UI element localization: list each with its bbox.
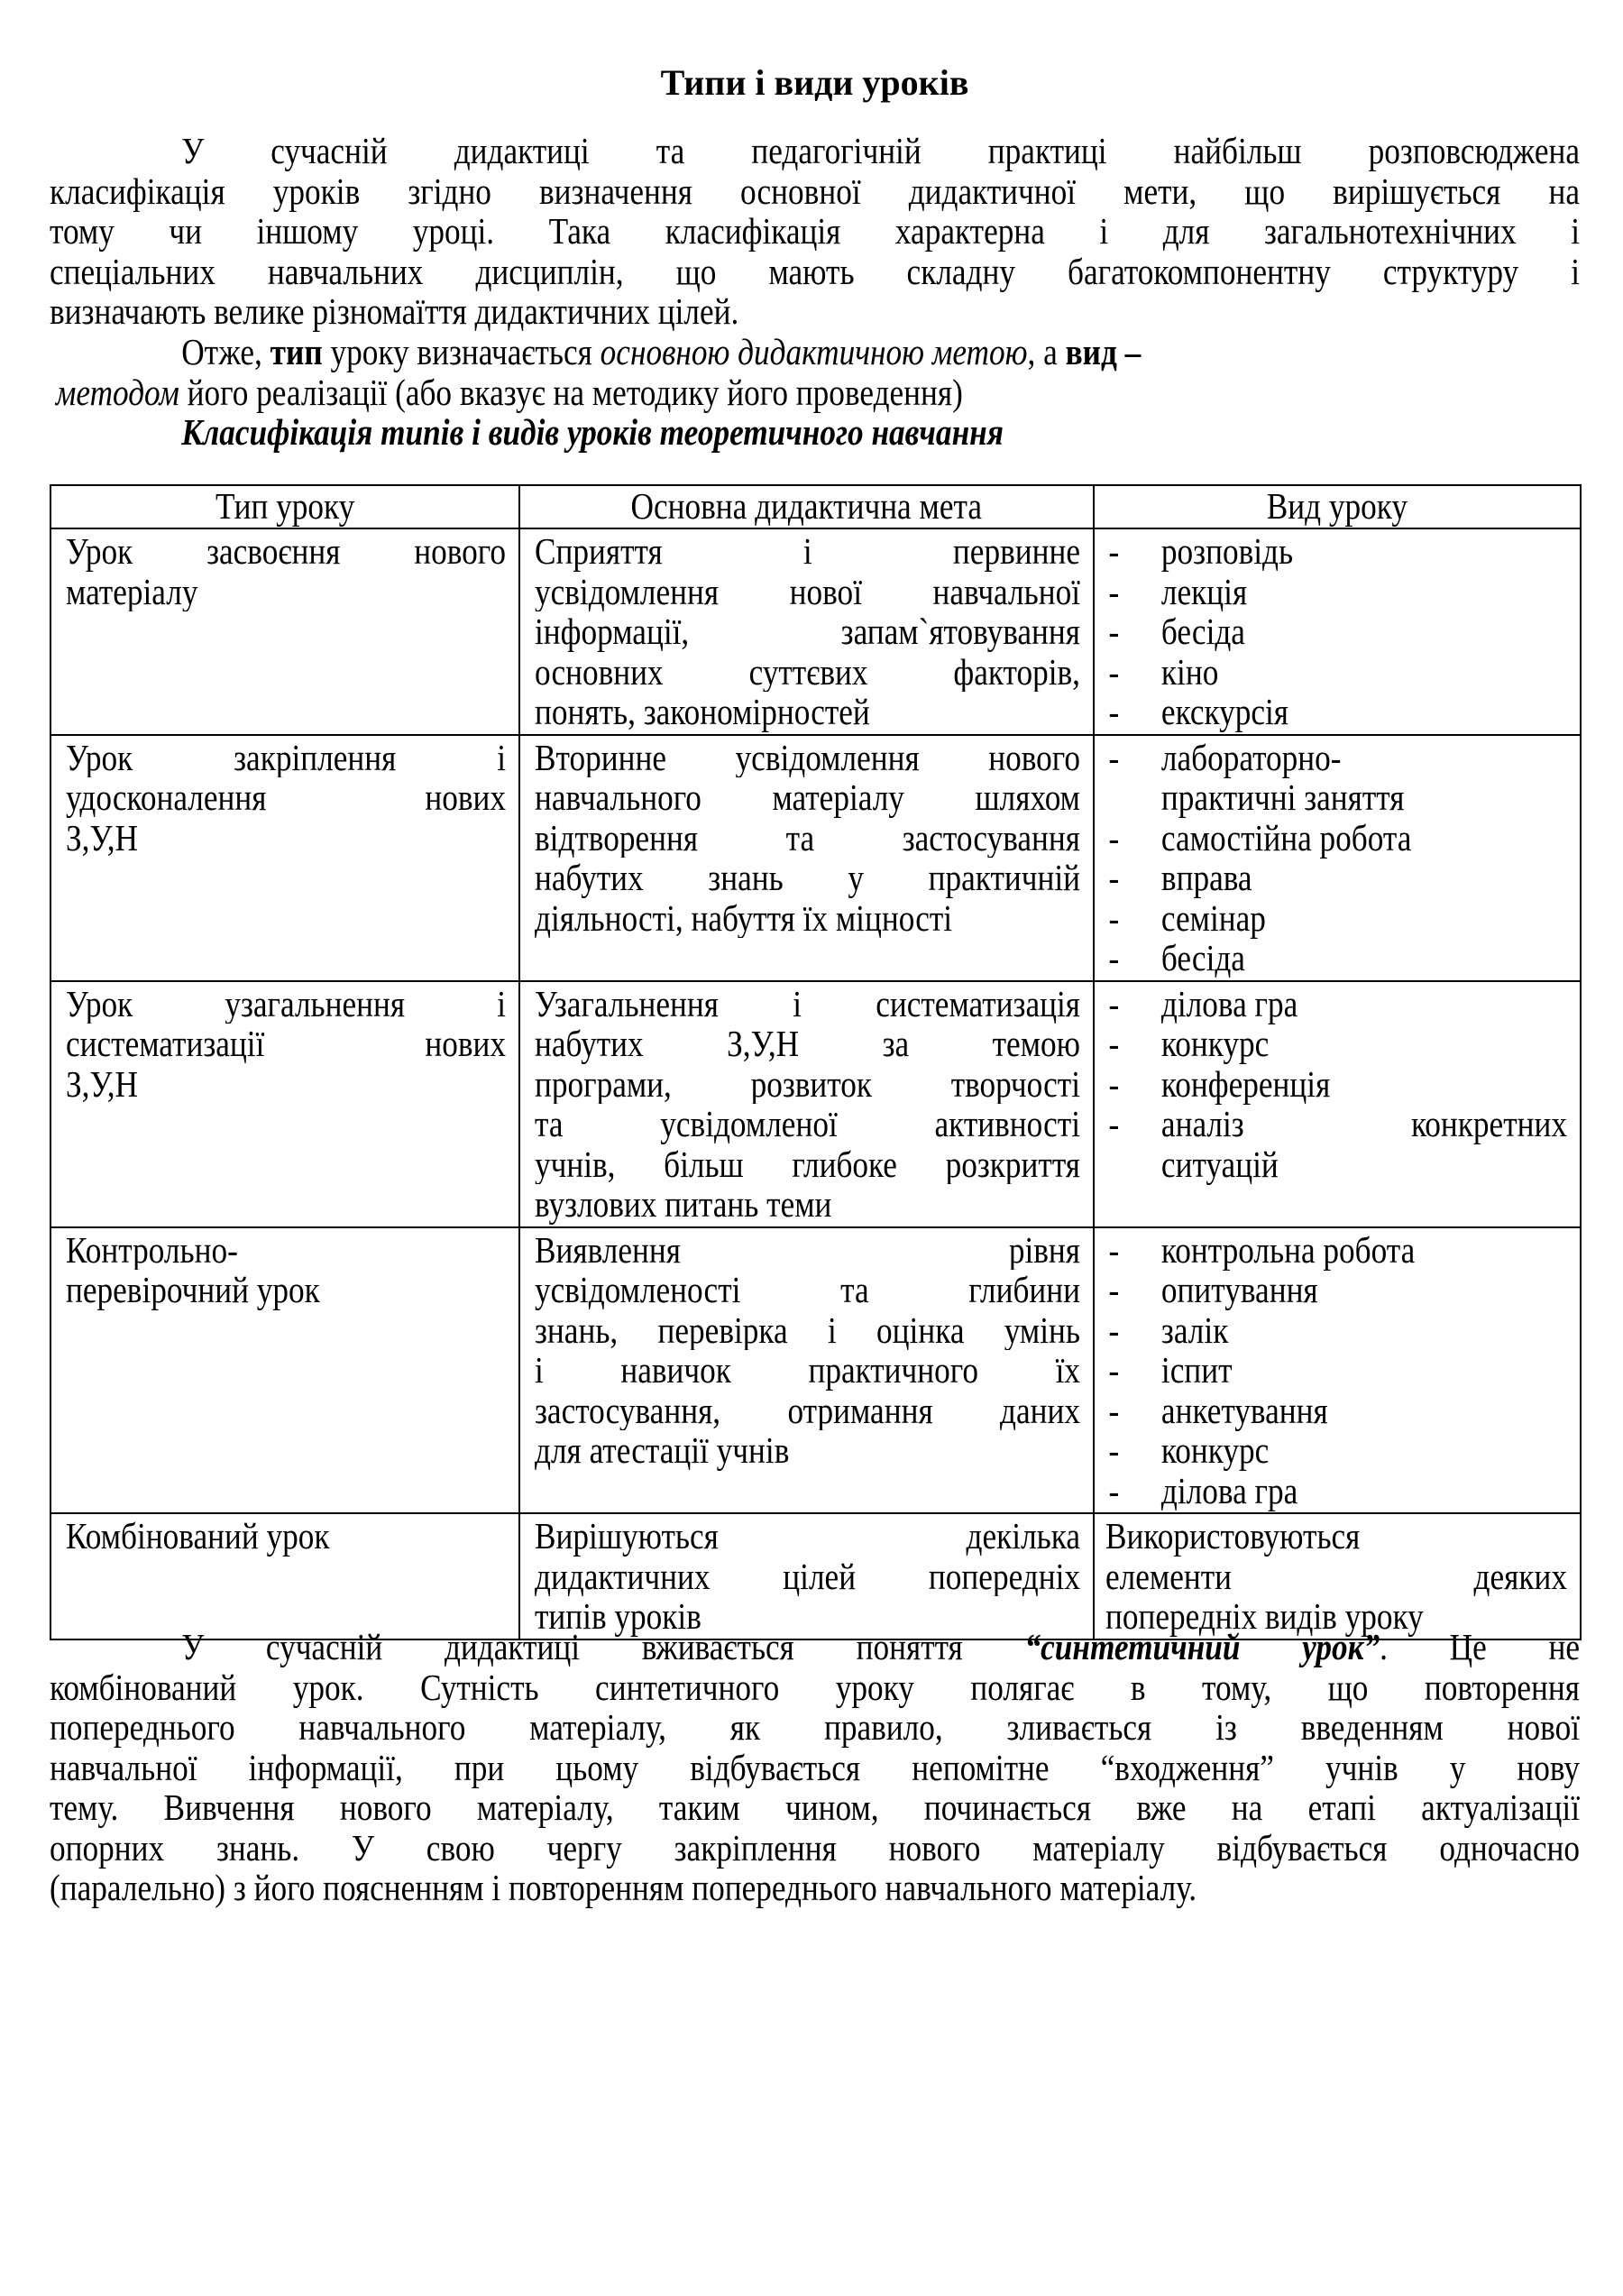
didactic-goal-cell	[519, 981, 1094, 1227]
lesson-kind-item	[1105, 1391, 1567, 1431]
didactic-goal-cell-line: дидактичних цілей попередніх	[535, 1556, 1080, 1596]
lesson-kind-label: аналіз конкретних	[1160, 1103, 1567, 1144]
lesson-kind-item	[1105, 777, 1567, 818]
lesson-kind-label: бесіда	[1160, 937, 1245, 978]
lesson-kind-cell-line: Використовуються	[1105, 1516, 1361, 1557]
bullet-dash: -	[1108, 982, 1120, 1024]
term-kind: вид	[1065, 331, 1117, 372]
lesson-type-cell	[50, 1513, 519, 1639]
lesson-kind-item	[1105, 652, 1567, 693]
lesson-kind-cell	[1094, 735, 1581, 981]
lesson-kind-cell	[1094, 1227, 1581, 1514]
didactic-goal-cell-line: Вирішуються декілька	[535, 1516, 1080, 1557]
lesson-type-cell	[50, 1227, 519, 1514]
table-row	[50, 735, 1581, 981]
closing-line: попереднього навчального матеріалу, як правило, зливається із введенням нової	[50, 1706, 1581, 1748]
didactic-goal-cell-line: понять, закономірностей	[535, 692, 870, 732]
closing-paragraph	[50, 1627, 1580, 1908]
lesson-kind-label: опитування	[1160, 1269, 1318, 1310]
bullet-dash: -	[1108, 1269, 1120, 1310]
lesson-type-cell-line: Комбінований урок	[66, 1516, 330, 1557]
didactic-goal-cell-line: набутих знань у практичній	[535, 858, 1080, 898]
bullet-dash: -	[1108, 937, 1120, 978]
lesson-kind-label: ділова гра	[1160, 1469, 1298, 1511]
intro-line: тому чи іншому уроці. Така класифікація характерна і для загальнотехнічних і	[50, 210, 1581, 252]
didactic-goal-cell-line: знань, перевірка і оцінка умінь	[535, 1309, 1080, 1350]
table-header-row	[50, 485, 1581, 528]
definition-text: Отже,	[181, 331, 270, 372]
term-method: методом	[55, 371, 179, 413]
column-header-type: Тип уроку	[50, 485, 519, 528]
lesson-kind-label: семінар	[1160, 896, 1266, 939]
didactic-goal-cell-line: учнів, більш глибоке розкриття	[535, 1143, 1080, 1184]
lesson-kind-label: бесіда	[1160, 611, 1245, 652]
bullet-dash: -	[1108, 1103, 1120, 1144]
didactic-goal-cell-line: та усвідомленої активності	[535, 1104, 1080, 1144]
lesson-type-cell-line: перевірочний урок	[66, 1270, 320, 1310]
lesson-type-cell-line: Урок узагальнення і	[66, 983, 506, 1024]
intro-paragraph	[50, 131, 1580, 332]
lesson-kind-item	[1105, 611, 1567, 652]
didactic-goal-cell-line: основних суттєвих факторів,	[535, 651, 1080, 692]
didactic-goal-cell-line: Сприяття і первинне	[535, 531, 1080, 572]
lesson-kind-label: лабораторно-	[1160, 736, 1342, 778]
term-type: тип	[270, 331, 323, 372]
lesson-kind-cell	[1094, 981, 1581, 1227]
closing-line: навчальної інформації, при цьому відбувається непомітне “входження” учнів у нову	[50, 1746, 1581, 1788]
bullet-dash: -	[1108, 650, 1120, 693]
lesson-type-cell-line: Контрольно-	[66, 1229, 238, 1270]
bullet-dash: -	[1108, 1429, 1120, 1471]
lesson-kind-label: контрольна робота	[1160, 1228, 1416, 1271]
closing-line: комбінований урок. Сутність синтетичного уроку полягає в тому, що повторення	[50, 1666, 1581, 1708]
definition-line-2	[50, 372, 1580, 413]
closing-text: У сучасній дидактиці вживається поняття	[181, 1626, 1025, 1667]
lesson-type-cell-line: Урок засвоєння нового	[66, 531, 506, 572]
lesson-kind-item	[1105, 818, 1567, 859]
lesson-kind-item	[1105, 1024, 1567, 1064]
lesson-kind-label: екскурсія	[1160, 691, 1289, 732]
lesson-type-cell-line: З,У,Н	[66, 817, 138, 858]
didactic-goal-cell-line: інформації, запам`ятовування	[535, 611, 1080, 652]
definition-text: його реалізації (або вказує на методику його проведення)	[179, 371, 963, 413]
lesson-kind-label: кіно	[1160, 650, 1219, 693]
dash: –	[1116, 331, 1142, 372]
closing-line: тему. Вивчення нового матеріалу, таким чином, починається вже на етапі актуалізації	[50, 1786, 1581, 1828]
lesson-kind-item	[1105, 938, 1567, 978]
lesson-type-cell	[50, 735, 519, 981]
didactic-goal-cell	[519, 1513, 1094, 1639]
term-goal: основною дидактичною метою	[600, 331, 1028, 372]
table-caption: Класифікація типів і видів уроків теоретичного навчання	[181, 411, 1004, 453]
lesson-kind-label: вправа	[1160, 857, 1252, 898]
column-header-kind: Вид уроку	[1094, 485, 1581, 528]
bullet-dash: -	[1108, 611, 1120, 652]
didactic-goal-cell-line: вузлових питань теми	[535, 1184, 832, 1225]
didactic-goal-cell-line: набутих З,У,Н за темою	[535, 1024, 1080, 1064]
intro-line: У сучасній дидактиці та педагогічній практиці найбільш розповсюджена	[181, 130, 1581, 171]
didactic-goal-cell-line: усвідомленості та глибини	[535, 1270, 1080, 1310]
lesson-kind-label: залік	[1160, 1309, 1229, 1351]
lesson-type-cell-line: З,У,Н	[66, 1063, 138, 1104]
didactic-goal-cell-line: типів уроків	[535, 1596, 701, 1637]
definition-text: уроку визначається	[322, 331, 601, 372]
table-row	[50, 1513, 1581, 1639]
bullet-dash: -	[1108, 1062, 1120, 1105]
lesson-kind-item	[1105, 1064, 1567, 1105]
didactic-goal-cell-line: програми, розвиток творчості	[535, 1063, 1080, 1104]
lesson-kind-item	[1105, 1430, 1567, 1471]
definition-paragraph	[50, 332, 1580, 453]
lesson-kind-item	[1105, 1350, 1567, 1391]
didactic-goal-cell-line: відтворення та застосування	[535, 817, 1080, 858]
didactic-goal-cell-line: Вторинне усвідомлення нового	[535, 737, 1080, 777]
lesson-type-cell	[50, 981, 519, 1227]
lesson-kind-label: іспит	[1160, 1349, 1233, 1391]
lesson-kind-item	[1105, 858, 1567, 898]
didactic-goal-cell-line: усвідомлення нової навчальної	[535, 571, 1080, 611]
lesson-kind-label: конкурс	[1160, 1023, 1270, 1064]
closing-line: (паралельно) з його поясненням і повторенням попереднього навчального матеріалу.	[50, 1867, 1197, 1908]
didactic-goal-cell-line: для атестації учнів	[535, 1430, 790, 1471]
lesson-kind-item	[1105, 984, 1567, 1024]
bullet-dash: -	[1108, 857, 1120, 898]
lesson-kind-cell	[1094, 528, 1581, 735]
bullet-dash: -	[1108, 1023, 1120, 1064]
didactic-goal-cell-line: Узагальнення і систематизація	[535, 983, 1080, 1024]
lesson-kind-cell-line: елементи деяких	[1105, 1556, 1567, 1596]
bullet-dash: -	[1108, 530, 1120, 572]
lesson-kind-label: практичні заняття	[1160, 776, 1405, 818]
lesson-kind-item	[1105, 898, 1567, 939]
bullet-dash: -	[1108, 896, 1120, 939]
lesson-kind-item	[1105, 1230, 1567, 1271]
lesson-type-cell-line: матеріалу	[66, 571, 198, 611]
closing-text: . Це не	[1380, 1626, 1581, 1667]
table-row	[50, 1227, 1581, 1514]
table-row	[50, 981, 1581, 1227]
column-header-goal: Основна дидактична мета	[519, 485, 1094, 528]
closing-line-1	[50, 1627, 1580, 1667]
intro-line: визначають велике різномаїття дидактичних цілей.	[50, 290, 739, 332]
lesson-kind-item	[1105, 572, 1567, 612]
lesson-kind-item	[1105, 1270, 1567, 1310]
bullet-dash: -	[1108, 1389, 1120, 1431]
definition-text: , а	[1027, 331, 1066, 372]
lesson-kind-item	[1105, 738, 1567, 778]
lesson-kind-label: конкурс	[1160, 1429, 1270, 1471]
lesson-kind-label: ділова гра	[1160, 982, 1298, 1024]
bullet-dash: -	[1108, 736, 1120, 778]
bullet-dash: -	[1108, 816, 1120, 859]
bullet-dash: -	[1108, 1349, 1120, 1391]
lesson-kind-label: самостійна робота	[1160, 816, 1412, 859]
didactic-goal-cell-line: Виявлення рівня	[535, 1229, 1080, 1270]
lesson-kind-item	[1105, 1310, 1567, 1351]
bullet-dash: -	[1108, 1469, 1120, 1511]
bullet-dash: -	[1108, 691, 1120, 732]
lesson-types-table	[50, 484, 1582, 1640]
lesson-type-cell-line: систематизації нових	[66, 1024, 506, 1064]
lesson-type-cell-line: удосконалення нових	[66, 777, 506, 818]
lesson-kind-item	[1105, 531, 1567, 572]
lesson-kind-item	[1105, 692, 1567, 732]
didactic-goal-cell-line: діяльності, набуття їх міцності	[535, 897, 953, 938]
closing-line: опорних знань. У свою чергу закріплення нового матеріалу відбувається одночасно	[50, 1826, 1581, 1869]
lesson-type-cell-line: Урок закріплення і	[66, 737, 506, 777]
bullet-dash: -	[1108, 1228, 1120, 1271]
didactic-goal-cell	[519, 1227, 1094, 1514]
table-row	[50, 528, 1581, 735]
intro-line: класифікація уроків згідно визначення основної дидактичної мети, що вирішується на	[50, 170, 1581, 212]
didactic-goal-cell	[519, 735, 1094, 981]
lesson-kind-item	[1105, 1471, 1567, 1511]
bullet-dash: -	[1108, 570, 1120, 612]
lesson-kind-label: анкетування	[1160, 1389, 1328, 1431]
lesson-kind-label: розповідь	[1160, 530, 1294, 572]
lesson-kind-cell	[1094, 1513, 1581, 1639]
lesson-kind-item	[1105, 1144, 1567, 1185]
lesson-kind-label: лекція	[1160, 570, 1248, 612]
term-synthetic-lesson: “синтетичний урок”	[1024, 1626, 1380, 1667]
didactic-goal-cell-line: і навичок практичного їх	[535, 1350, 1080, 1391]
lesson-kind-label: конференція	[1160, 1062, 1331, 1105]
lesson-kind-cell-line: попередніх видів уроку	[1105, 1596, 1424, 1637]
lesson-type-cell	[50, 528, 519, 735]
document-title: Типи і види уроків	[660, 62, 969, 103]
bullet-dash: -	[1108, 1309, 1120, 1351]
lesson-kind-item	[1105, 1104, 1567, 1144]
didactic-goal-cell	[519, 528, 1094, 735]
didactic-goal-cell-line: навчального матеріалу шляхом	[535, 777, 1080, 818]
intro-line: спеціальних навчальних дисциплін, що мають складну багатокомпонентну структуру і	[50, 250, 1581, 292]
didactic-goal-cell-line: застосування, отримання даних	[535, 1390, 1080, 1430]
definition-line-1	[50, 332, 1580, 372]
lesson-kind-label: ситуацій	[1160, 1143, 1279, 1185]
